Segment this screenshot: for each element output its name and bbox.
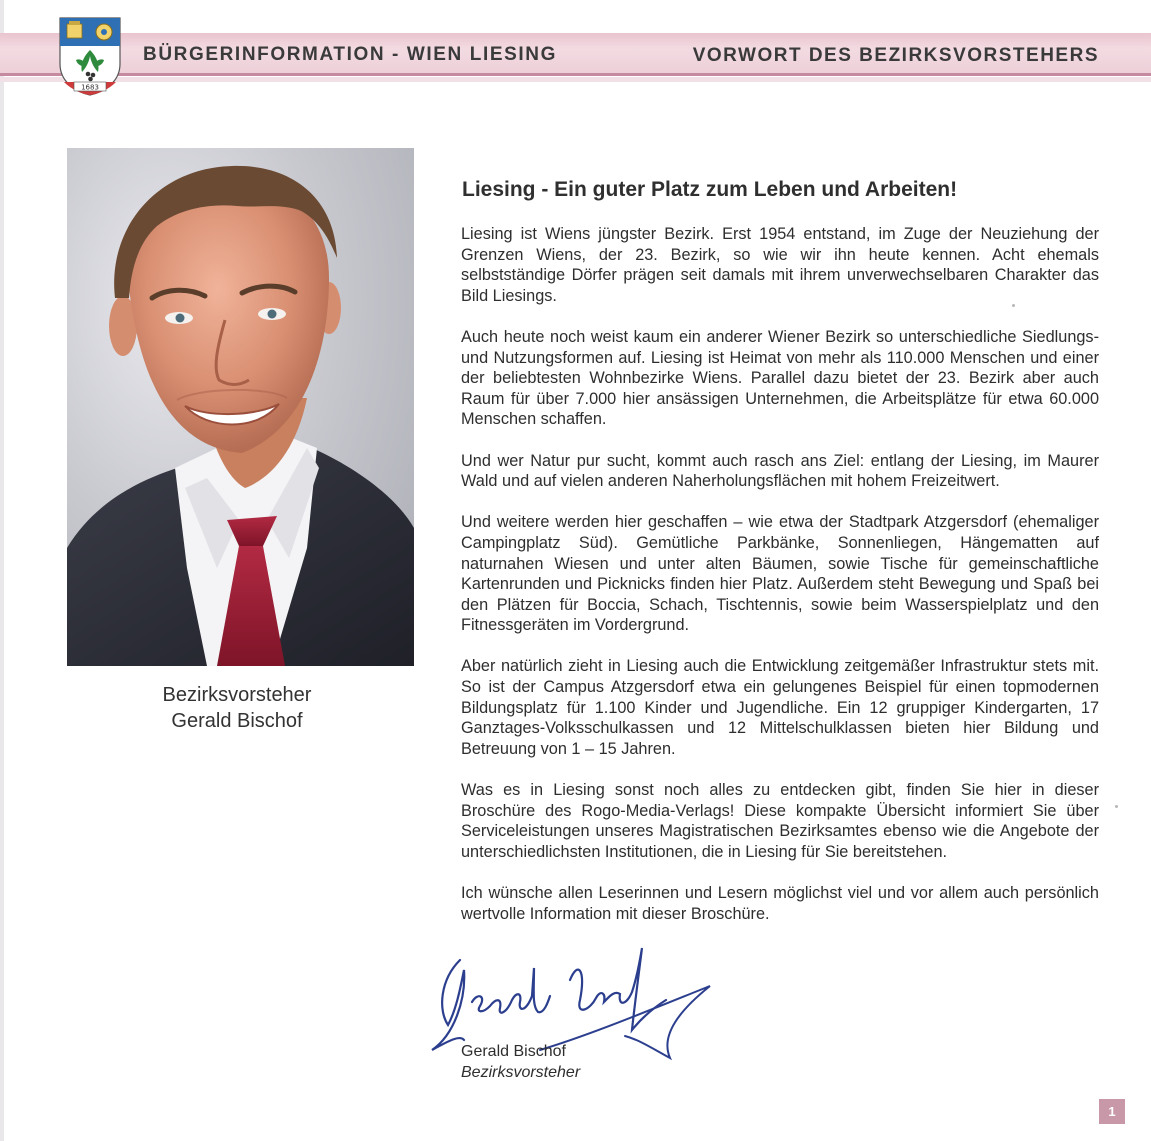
- header-left-title: BÜRGERINFORMATION - WIEN LIESING: [143, 44, 557, 65]
- caption-role: Bezirksvorsteher: [162, 684, 312, 706]
- paragraph: Aber natürlich zieht in Liesing auch die Entwicklung zeitgemäßer Infrastruktur stets mit. So ist der Campus Atzgersdorf etwa ein gelungenes Beispiel für einen topmodernen Bildungsplatz für 1.100 Kinder und Jugendliche. Ein 12 gruppiger Kindergarten, 17 Ganztages-Volksschulkassen und 12 Mittelschulklassen bieten hier Bildung und Betreuung von 1 – 15 Jahren.: [461, 657, 1099, 758]
- page-edge: [0, 0, 4, 1141]
- paragraph: Liesing ist Wiens jüngster Bezirk. Erst 1954 entstand, im Zuge der Neuziehung der Grenzen Wiens, der 23. Bezirk, so wie wir ihn heute kennen. Acht ehemals selbstständige Dörfer prägen seit damals mit ihrem unverwechselbaren Charakter das Bild Liesings.: [461, 225, 1099, 305]
- speck: [1012, 304, 1015, 307]
- speck: [1115, 805, 1118, 808]
- signature-role: Bezirksvorsteher: [461, 1064, 581, 1081]
- portrait-illustration: [67, 148, 414, 666]
- header-right-title: VORWORT DES BEZIRKSVORSTEHERS: [692, 45, 1099, 66]
- photo-caption: [67, 682, 407, 734]
- paragraph: Auch heute noch weist kaum ein anderer Wiener Bezirk so unterschiedliche Siedlungs- und Nutzungsformen auf. Liesing ist Heimat von mehr als 110.000 Menschen und einer der beliebtesten Wohnbezirke Wiens. Parallel dazu bietet der 23. Bezirk aber auch Raum für über 7.000 hier ansässigen Unternehmen, die Arbeitsplätze für etwa 60.000 Menschen schaffen.: [461, 327, 1099, 429]
- caption-name: Gerald Bischof: [171, 710, 303, 732]
- article-body: [461, 224, 1099, 945]
- coat-year: 1683: [81, 83, 99, 92]
- signature-name: Gerald Bischof: [461, 1043, 566, 1060]
- paragraph: Ich wünsche allen Leserinnen und Lesern möglichst viel und vor allem auch persönlich wertvolle Information mit dieser Broschüre.: [461, 884, 1099, 923]
- article-title: Liesing - Ein guter Platz zum Leben und Arbeiten!: [462, 178, 958, 201]
- paragraph: Und weitere werden hier geschaffen – wie etwa der Stadtpark Atzgersdorf (ehemaliger Campingplatz Süd). Gemütliche Parkbänke, Sonnenliegen, Hängematten auf naturnahen Wiesen und unter alten Bäumen, sowie Tische für gemeinschaftliche Kartenrunden und Picknicks finden hier Platz. Außerdem steht Bewegung und Spaß bei den Plätzen für Boccia, Schach, Tischtennis, sowie beim Wasserspielplatz und den Fitnessgeräten im Vordergrund.: [461, 513, 1099, 635]
- coat-of-arms-icon: [58, 16, 122, 96]
- page-number: 1: [1099, 1099, 1125, 1124]
- paragraph: Und wer Natur pur sucht, kommt auch rasch ans Ziel: entlang der Liesing, im Maurer Wald und auf vielen anderen Naherholungsflächen mit hohem Freizeitwert.: [461, 451, 1099, 491]
- portrait-photo: [67, 148, 414, 666]
- paragraph: Was es in Liesing sonst noch alles zu entdecken gibt, finden Sie hier in dieser Broschüre des Rogo-Media-Verlags! Diese kompakte Übersicht informiert Sie über Serviceleistungen unseres Magistratischen Bezirksamtes ebenso wie die Angebote der unterschiedlichsten Institutionen, die in Liesing für Sie bereitstehen.: [461, 781, 1099, 861]
